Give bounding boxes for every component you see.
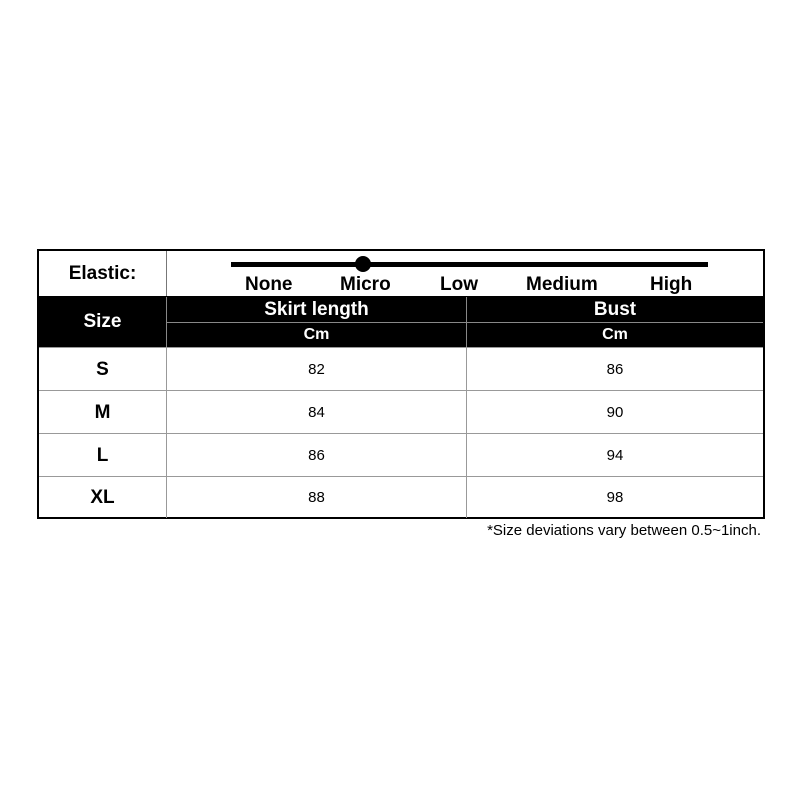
size-chart — [37, 249, 765, 519]
bust-cell: 86 — [606, 361, 624, 378]
table-row — [39, 390, 763, 434]
bust-cell: 98 — [606, 489, 624, 506]
skirt-length-unit: Cm — [167, 323, 467, 347]
elastic-option-low: Low — [440, 274, 478, 295]
table-row — [39, 476, 763, 518]
size-cell: L — [39, 434, 167, 477]
elastic-option-none: None — [245, 274, 293, 295]
skirt-length-cell: 88 — [167, 477, 467, 518]
bust-unit: Cm — [467, 323, 763, 347]
size-column-header: Size — [39, 297, 167, 347]
table-row — [39, 433, 763, 477]
elastic-label: Elastic: — [39, 251, 167, 296]
size-cell: M — [39, 391, 167, 434]
elastic-scale-line — [231, 262, 708, 267]
elastic-scale-marker — [355, 256, 371, 272]
bust-cell: 94 — [606, 447, 624, 464]
elastic-scale — [167, 251, 763, 296]
skirt-length-cell: 86 — [167, 434, 467, 477]
skirt-length-header: Skirt length — [167, 297, 467, 323]
elastic-option-high: High — [650, 274, 693, 295]
bust-cell: 90 — [606, 404, 624, 421]
elastic-option-micro: Micro — [340, 274, 391, 295]
elastic-option-medium: Medium — [526, 274, 598, 295]
skirt-length-cell: 82 — [167, 348, 467, 391]
size-deviation-note: *Size deviations vary between 0.5~1inch. — [487, 522, 761, 539]
skirt-length-cell: 84 — [167, 391, 467, 434]
size-cell: S — [39, 348, 167, 391]
bust-header: Bust — [467, 297, 763, 323]
elastic-row — [39, 251, 763, 297]
table-row — [39, 347, 763, 391]
size-cell: XL — [39, 477, 167, 518]
